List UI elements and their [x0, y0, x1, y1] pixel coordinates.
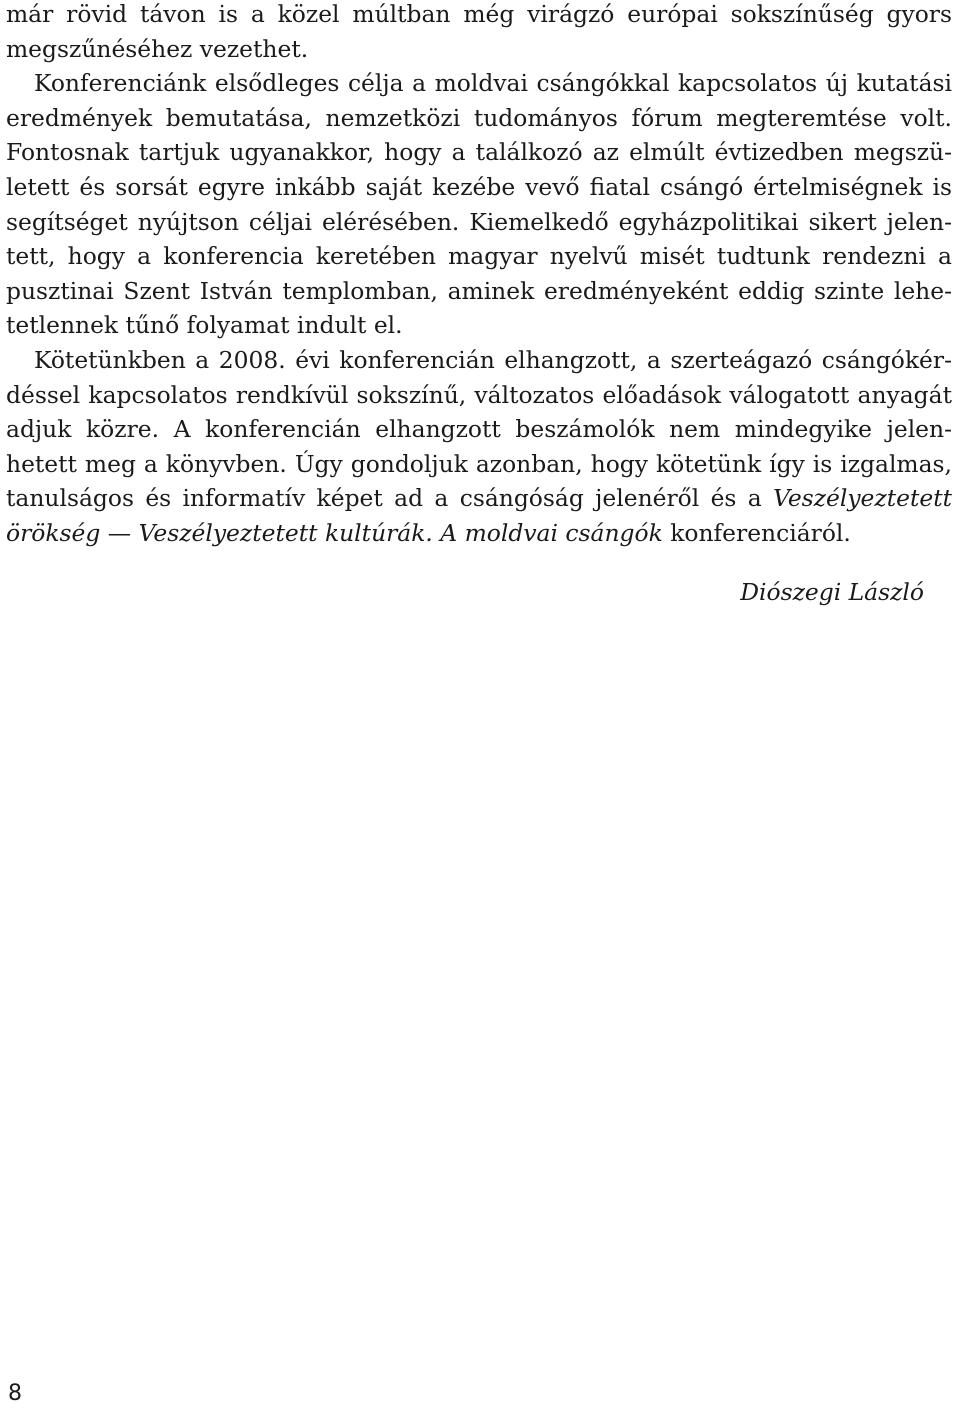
author-signature: Diószegi László [740, 578, 924, 606]
paragraph-volume-end: konferenciáról. [662, 518, 851, 547]
conference-title-part-1: Veszélyeztetett örökség [6, 484, 952, 547]
page-number: 8 [8, 1381, 22, 1406]
paragraph-volume-contents [6, 343, 952, 551]
body-text [6, 0, 952, 551]
paragraph-volume-text: Kötetünkben a 2008. évi konferencián elhangzott, a szerteágazó csángókérdéssel kapcsolatos rendkívül sokszínű, változatos előadások válogatott anyagát adjuk közre. A konferencián elhangzott beszámolók nem mindegyike jelenhetett meg a könyvben. Úgy gondoljuk azonban, hogy kötetünk így is izgalmas, tanulságos és informatív képet ad a csángóság jelenéről és a [6, 345, 952, 513]
title-dash: — [100, 518, 139, 547]
paragraph-continuation: már rövid távon is a közel múltban még virágzó európai sokszínűség gyors megszűnéséhez vezethet. [6, 0, 952, 63]
paragraph-conference-goals: Konferenciánk elsődleges célja a moldvai csángókkal kapcsolatos új kutatási eredmények bemutatása, nemzetközi tudományos fórum megteremtése volt. Fontosnak tartjuk ugyanakkor, hogy a találkozó az elmúlt évtizedben megszületett és sorsát egyre inkább saját kezébe vevő fiatal csángó értelmiségnek is segítséget nyújtson céljai elérésében. Kiemelkedő egyházpolitikai sikert jelentett, hogy a konferencia keretében magyar nyelvű misét tudtunk rendezni a pusztinai Szent István templomban, aminek eredményeként eddig szinte lehetetlennek tűnő folyamat indult el. [6, 69, 952, 340]
conference-title-part-2: Veszélyeztetett kultúrák. A moldvai csángók [138, 518, 663, 547]
